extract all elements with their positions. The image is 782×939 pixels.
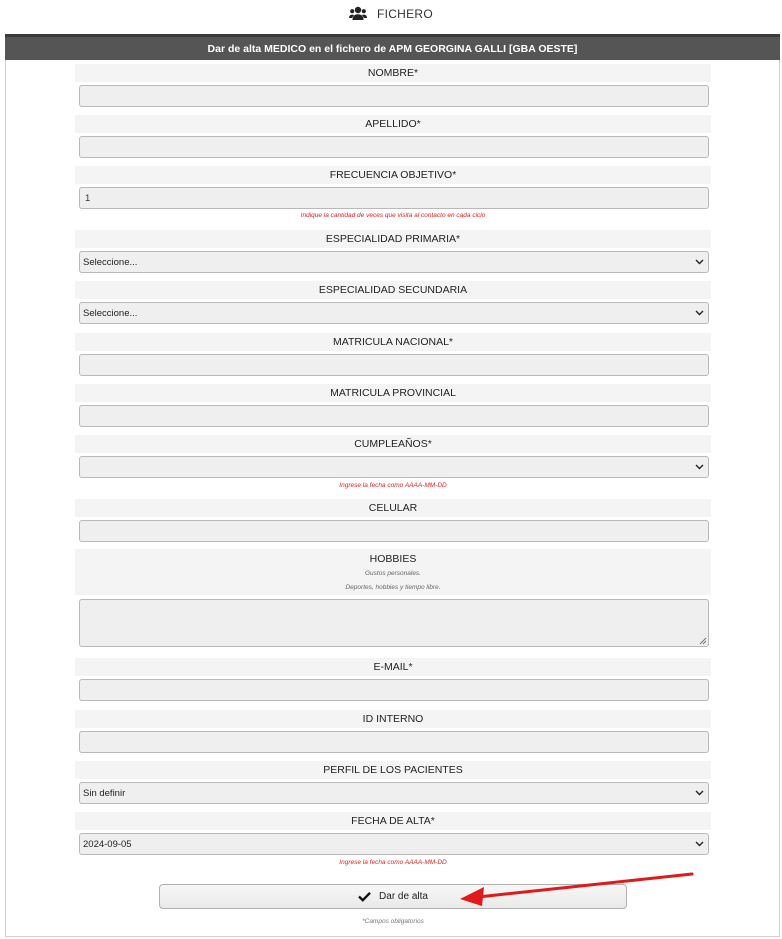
email-label: E-MAIL* bbox=[75, 658, 711, 676]
frecuencia-hint: Indique la cantidad de veces que visita al contacto en cada ciclo bbox=[300, 212, 486, 219]
cumpleanos-hint: Ingrese la fecha como AAAA-MM-DD bbox=[339, 482, 447, 489]
perfil-value: Sin definir bbox=[83, 787, 126, 799]
celular-input[interactable] bbox=[79, 520, 709, 542]
cumpleanos-select[interactable] bbox=[79, 456, 709, 478]
id-interno-input[interactable] bbox=[79, 731, 709, 753]
perfil-select[interactable] bbox=[79, 782, 709, 804]
required-fields-note: *Campos obligatorios bbox=[362, 918, 424, 925]
apellido-label: APELLIDO* bbox=[75, 115, 711, 133]
especialidad-primaria-select[interactable] bbox=[79, 251, 709, 273]
chevron-down-icon bbox=[694, 462, 704, 472]
chevron-down-icon bbox=[694, 257, 704, 267]
dar-de-alta-button[interactable] bbox=[159, 884, 627, 909]
especialidad-secundaria-label: ESPECIALIDAD SECUNDARIA bbox=[75, 281, 711, 299]
especialidad-secundaria-value: Seleccione... bbox=[83, 307, 138, 319]
matricula-nacional-label: MATRICULA NACIONAL* bbox=[75, 333, 711, 351]
nombre-input[interactable] bbox=[79, 85, 709, 107]
apellido-input[interactable] bbox=[79, 136, 709, 158]
panel-header: Dar de alta MEDICO en el fichero de APM GEORGINA GALLI [GBA OESTE] bbox=[5, 34, 780, 60]
nombre-label: NOMBRE* bbox=[75, 64, 711, 82]
checkmark-icon bbox=[358, 891, 371, 902]
fecha-alta-hint: Ingrese la fecha como AAAA-MM-DD bbox=[339, 859, 447, 866]
fecha-alta-value: 2024-09-05 bbox=[83, 838, 132, 850]
users-icon bbox=[349, 6, 367, 22]
matricula-nacional-input[interactable] bbox=[79, 354, 709, 376]
hobbies-label: HOBBIES bbox=[369, 553, 417, 565]
hobbies-header bbox=[75, 549, 711, 595]
frecuencia-input[interactable] bbox=[79, 187, 709, 209]
fecha-alta-select[interactable] bbox=[79, 833, 709, 855]
perfil-label: PERFIL DE LOS PACIENTES bbox=[75, 761, 711, 779]
especialidad-primaria-value: Seleccione... bbox=[83, 256, 138, 268]
email-input[interactable] bbox=[79, 679, 709, 701]
especialidad-secundaria-select[interactable] bbox=[79, 302, 709, 324]
chevron-down-icon bbox=[694, 839, 704, 849]
id-interno-label: ID INTERNO bbox=[75, 710, 711, 728]
cumpleanos-label: CUMPLEAÑOS* bbox=[75, 435, 711, 453]
especialidad-primaria-label: ESPECIALIDAD PRIMARIA* bbox=[75, 230, 711, 248]
page-title-text: FICHERO bbox=[376, 7, 434, 21]
hobbies-textarea[interactable] bbox=[79, 599, 709, 647]
matricula-provincial-label: MATRICULA PROVINCIAL bbox=[75, 384, 711, 402]
matricula-provincial-input[interactable] bbox=[79, 405, 709, 427]
hobbies-subtitle-1: Gustos personales. bbox=[364, 570, 421, 577]
dar-de-alta-label: Dar de alta bbox=[379, 891, 428, 902]
fecha-alta-label: FECHA DE ALTA* bbox=[75, 812, 711, 830]
page-title bbox=[0, 0, 782, 28]
resize-grip-icon[interactable] bbox=[699, 637, 707, 645]
celular-label: CELULAR bbox=[75, 499, 711, 517]
chevron-down-icon bbox=[694, 788, 704, 798]
chevron-down-icon bbox=[694, 308, 704, 318]
hobbies-subtitle-2: Deportes, hobbies y tiempo libre. bbox=[345, 584, 441, 591]
frecuencia-label: FRECUENCIA OBJETIVO* bbox=[75, 166, 711, 184]
